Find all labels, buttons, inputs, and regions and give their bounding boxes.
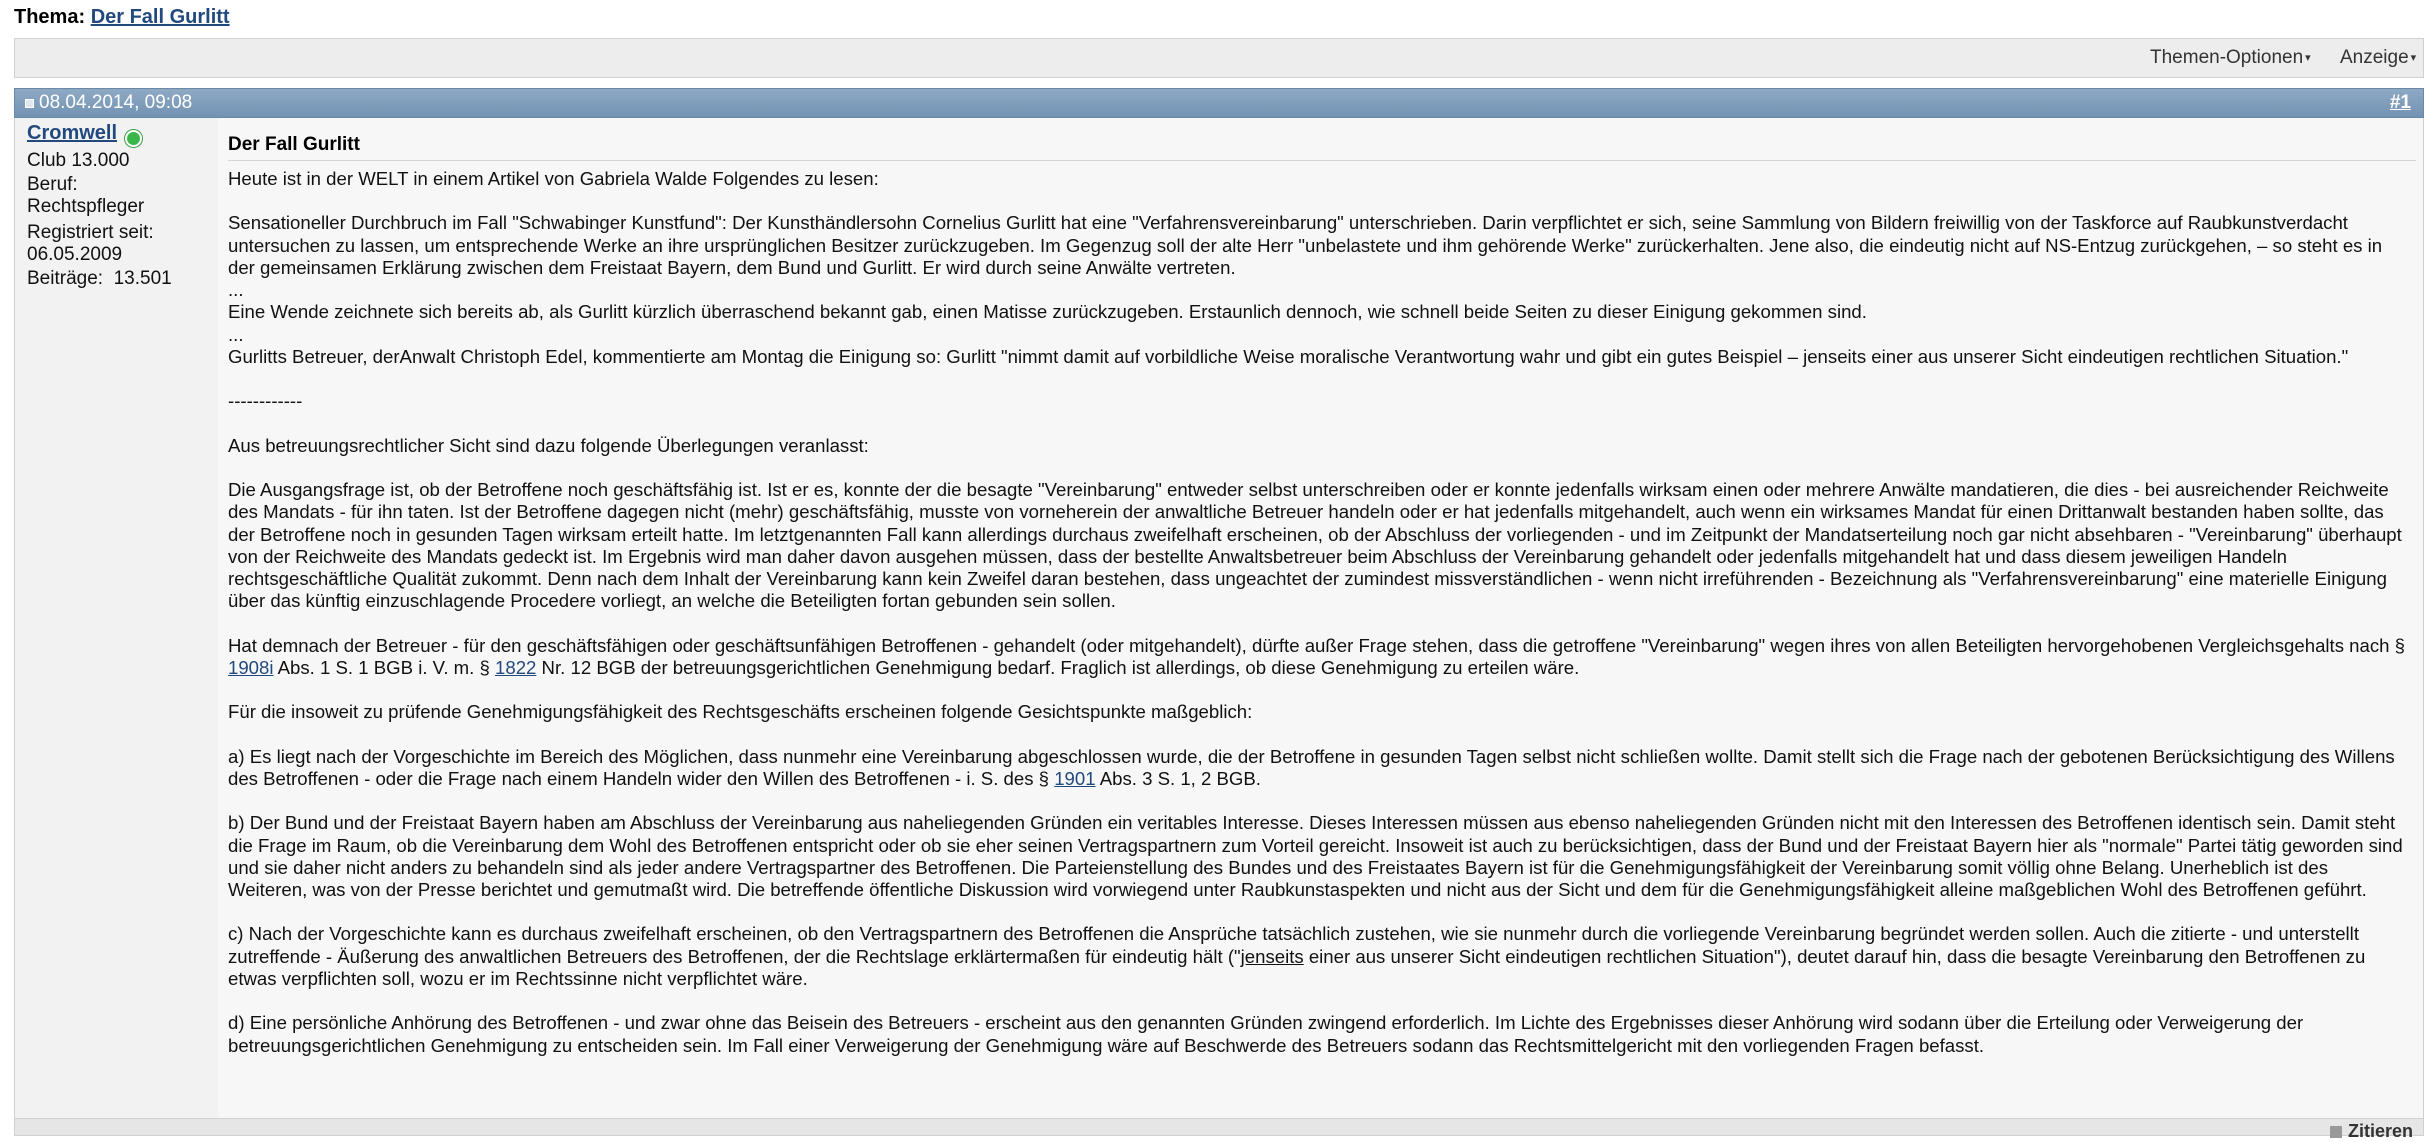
quote-label: Zitieren <box>2347 1121 2413 1141</box>
law-link-1901[interactable]: 1901 <box>1054 767 1096 789</box>
post-ellipsis: ... <box>228 323 244 345</box>
chevron-down-icon: ▾ <box>2305 52 2311 65</box>
user-post-count <box>27 268 172 290</box>
post-number-link[interactable]: #1 <box>2389 92 2411 113</box>
post-body <box>228 168 2408 1057</box>
post-title-divider <box>228 160 2416 161</box>
user-posts-value: 13.501 <box>113 268 172 289</box>
thread-title-line <box>14 6 230 29</box>
post-paragraph <box>228 635 2408 680</box>
post-paragraph <box>228 746 2408 791</box>
post-paragraph: Aus betreuungsrechtlicher Sicht sind dazu folgende Überlegungen veranlasst: <box>228 434 869 456</box>
post-paragraph: d) Eine persönliche Anhörung des Betroffenen - und zwar ohne das Beisein des Betreuers - erscheint aus den genannten Gründen zwingend erforderlich. Im Lichte des Ergebnisses dieser Anhörung wird sodann über die Erteilung oder Verweigerung der betreuungsgerichtlichen Genehmigung zu entscheiden sein. Im Fall einer Verweigerung der Genehmigung wäre auf Beschwerde des Betreuers sodann das Rechtsmittelgericht mit den vorliegenden Fragen befasst. <box>228 1012 2304 1056</box>
post-quote-paragraph: Gurlitts Betreuer, derAnwalt Christoph Edel, kommentierte am Montag die Einigung so: Gurlitt "nimmt damit auf vorbildliche Weise moralische Verantwortung wahr und gibt ein gutes Beispiel – jenseits einer aus unserer Sicht eindeutigen rechtlichen Situation." <box>228 346 2349 368</box>
user-rank: Club 13.000 <box>27 150 130 171</box>
post-paragraph <box>228 923 2408 990</box>
post-title: Der Fall Gurlitt <box>228 134 360 155</box>
text-segment: einer aus unserer Sicht eindeutigen rechtlichen Situation"), deutet darauf hin, dass die besagte Vereinbarung den Betroffenen zu etwas verpflichten soll, wozu er im Rechtssinne nicht verpflichtet wäre. <box>228 945 2366 990</box>
post-date: 08.04.2014, 09:08 <box>39 92 193 113</box>
user-registered-label: Registriert seit: <box>27 222 154 243</box>
display-menu[interactable] <box>2340 47 2416 69</box>
text-segment: Abs. 3 S. 1, 2 BGB. <box>1095 767 1261 789</box>
thread-toolbar <box>14 38 2424 78</box>
post-content <box>218 118 2424 1118</box>
online-status-icon <box>125 130 142 147</box>
user-posts-label: Beiträge: <box>27 268 104 289</box>
text-segment: Hat demnach der Betreuer - für den geschäftsfähigen oder geschäftsunfähigen Betroffenen - gehandelt (oder mitgehandelt), dürfte außer Frage stehen, dass die getroffene "Vereinbarung" wegen ihres von allen Beteiligten hervorgehobenen Vergleichsgehalts nach § <box>228 634 2406 656</box>
thread-options-menu[interactable] <box>2150 47 2311 69</box>
quote-icon <box>2330 1126 2342 1138</box>
underlined-text: jenseits <box>1240 945 1304 967</box>
text-segment: c) Nach der Vorgeschichte kann es durchaus zweifelhaft erscheinen, ob den Vertragspartnern des Betroffenen die Ansprüche tatsächlich zustehen, wie sie nunmehr durch die vorliegende Vereinbarung begründet werden sollen. Auch die zitierte - und unterstellt zutreffende - Äußerung des anwaltlichen Betreuers des Betroffenen, der die Rechtslage erklärtermaßen für eindeutig hält (" <box>228 923 2359 967</box>
display-label: Anzeige <box>2340 47 2409 68</box>
post-header-bar <box>14 88 2424 118</box>
user-job-label: Beruf: <box>27 174 78 195</box>
post-paragraph: b) Der Bund und der Freistaat Bayern haben am Abschluss der Vereinbarung aus naheliegenden Gründen ein veritables Interesse. Dieses Interessen müssen aus ebenso naheliegenden Gründen nicht mit den Interessen des Betroffenen identisch sein. Damit steht die Frage im Raum, ob die Vereinbarung dem Wohl des Betroffenen entspricht oder ob sie eher seinen Vertragspartnern zum Vorteil gereicht. Insoweit ist auch zu berücksichtigen, dass der Bund und der Freistaat Bayern hier als "normale" Partei tätig geworden sind und sie daher nicht anders zu behandeln sind als jeder andere Vertragspartner des Betroffenen. Die Parteienstellung des Bundes und des Freistaates Bayern ist für die Genehmigungsfähigkeit der Vereinbarung somit völlig ohne Belang. Unerheblich ist des Weiteren, was von der Presse berichtet und gemutmaßt wird. Die betreffende öffentliche Diskussion wird vorwiegend unter Raubkunstaspekten und nicht aus der Sicht und dem für die Genehmigungsfähigkeit alleine maßgeblichen Wohl des Betroffenen geführt. <box>228 812 2403 901</box>
post-status-icon <box>25 99 34 108</box>
law-link-1908i[interactable]: 1908i <box>228 657 274 679</box>
text-segment: Nr. 12 BGB der betreuungsgerichtlichen Genehmigung bedarf. Fraglich ist allerdings, ob diese Genehmigung zu erteilen wäre. <box>536 657 1580 679</box>
law-link-1822[interactable]: 1822 <box>495 657 537 679</box>
post-divider-text: ------------ <box>228 390 303 412</box>
post-paragraph: Heute ist in der WELT in einem Artikel von Gabriela Walde Folgendes zu lesen: <box>228 168 879 189</box>
chevron-down-icon: ▾ <box>2410 52 2417 65</box>
user-registered-date: 06.05.2009 <box>27 244 123 265</box>
post-ellipsis: ... <box>228 279 244 301</box>
post-quote-paragraph: Eine Wende zeichnete sich bereits ab, als Gurlitt kürzlich überraschend bekannt gab, einen Matisse zurückzugeben. Erstaunlich dennoch, wie schnell beide Seiten zu dieser Einigung gekommen sind. <box>228 301 1867 323</box>
post-footer <box>14 1118 2424 1141</box>
thread-label: Thema: <box>14 6 86 28</box>
post-quote-paragraph: Sensationeller Durchbruch im Fall "Schwabinger Kunstfund": Der Kunsthändlersohn Cornelius Gurlitt hat eine "Verfahrensvereinbarung" unterschrieben. Darin verpflichtet er sich, seine Sammlung von Bildern freiwillig von der Taskforce auf Raubkunstverdacht untersuchen zu lassen, um entsprechende Werke an ihre ursprünglichen Besitzer zurückzugeben. Im Gegenzug soll der alte Herr "unbelastete und ihm gehörende Werke" zurückerhalten. Jene also, die eindeutig nicht auf NS-Entzug zurückgehen, – so steht es in der gemeinsamen Erklärung zwischen dem Freistaat Bayern, dem Bund und Gurlitt. Er wird durch seine Anwälte vertreten. <box>228 212 2383 278</box>
text-segment: Abs. 1 S. 1 BGB i. V. m. § <box>273 657 496 679</box>
user-job: Rechtspfleger <box>27 196 145 217</box>
post-paragraph: Die Ausgangsfrage ist, ob der Betroffene noch geschäftsfähig ist. Ist er es, konnte der die besagte "Vereinbarung" entweder selbst unterschreiben oder er konnte jedenfalls wirksam einen oder mehrere Anwälte mandatieren, die dies - bei ausreichender Reichweite des Mandats - für ihn taten. Ist der Betroffene dagegen nicht (mehr) geschäftsfähig, musste von vorneherein der anwaltliche Betreuer handeln oder er hat jedenfalls mitgehandelt, auch wenn ein wirksames Mandat für einen Drittanwalt bestanden haben sollte, das der Betroffene noch in gesunden Tagen wirksam erteilt hatte. Im letztgenannten Fall kann allerdings durchaus zweifelhaft erscheinen, ob der Abschluss der vorliegenden - und im Zeitpunkt der Mandatserteilung noch gar nicht absehbaren - "Vereinbarung" überhaupt von der Reichweite des Mandats gedeckt ist. Im Ergebnis wird man daher davon ausgehen müssen, dass der bestellte Anwaltsbetreuer beim Abschluss der Vereinbarung gehandelt oder jedenfalls mitgehandelt hat und dass diesem jeweiligen Handeln rechtsgeschäftliche Qualität zukommt. Denn nach dem Inhalt der Vereinbarung kann kein Zweifel daran bestehen, dass ungeachtet der zumindest missverständlichen - wenn nicht irreführenden - Bezeichnung als "Verfahrensvereinbarung" eine materielle Einigung über das künftig einzuschlagende Procedere vorliegt, an welche die Beteiligten fortan gebunden sein sollen. <box>228 478 2402 612</box>
quote-button[interactable] <box>2330 1121 2413 1142</box>
user-info-panel <box>14 118 218 1136</box>
thread-title-link[interactable]: Der Fall Gurlitt <box>90 6 230 28</box>
thread-options-label: Themen-Optionen <box>2150 47 2304 68</box>
text-segment: a) Es liegt nach der Vorgeschichte im Bereich des Möglichen, dass nunmehr eine Vereinbarung abgeschlossen wurde, die der Betroffene in gesunden Tagen selbst nicht schließen wollte. Damit stellt sich die Frage nach der gebotenen Berücksichtigung des Willens des Betroffenen - oder die Frage nach einem Handeln wider den Willen des Betroffenen - i. S. des § <box>228 745 2395 789</box>
username-link[interactable]: Cromwell <box>27 122 118 144</box>
post-paragraph: Für die insoweit zu prüfende Genehmigungsfähigkeit des Rechtsgeschäfts erscheinen folgende Gesichtspunkte maßgeblich: <box>228 701 1253 723</box>
